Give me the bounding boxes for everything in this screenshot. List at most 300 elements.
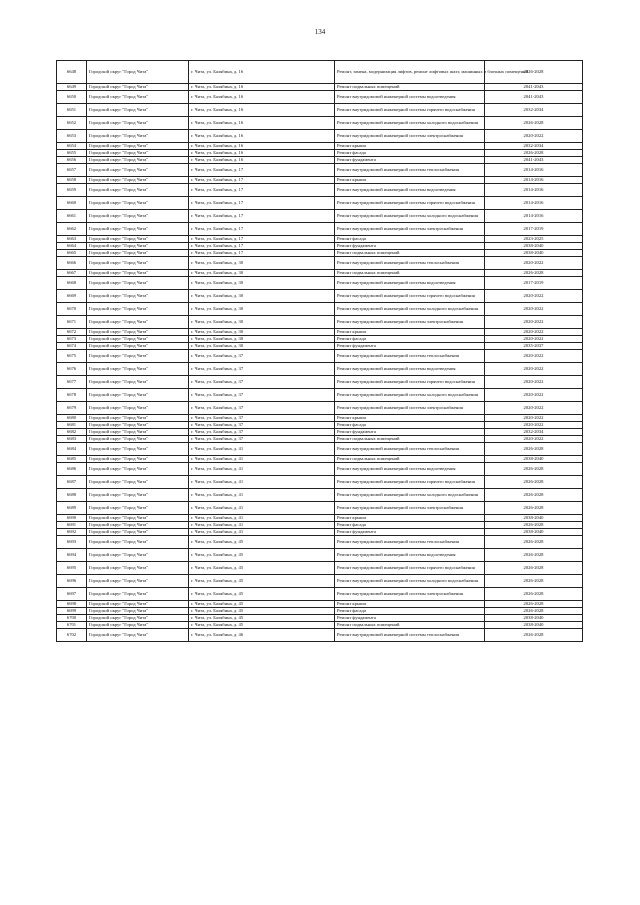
period-cell: 2038-2040 — [485, 615, 583, 622]
period-cell: 2023-2025 — [485, 236, 583, 243]
work-type-cell: Ремонт подвальных помещений — [335, 456, 485, 463]
address-cell: г. Чита, ул. Балябина, д. 37 — [189, 363, 335, 376]
work-type-cell: Ремонт крыши — [335, 515, 485, 522]
row-number-cell: 6657 — [57, 164, 87, 177]
period-cell: 2026-2028 — [485, 443, 583, 456]
table-row — [57, 316, 583, 329]
row-number-cell: 6676 — [57, 363, 87, 376]
address-cell: г. Чита, ул. Балябина, д. 37 — [189, 422, 335, 429]
address-cell: г. Чита, ул. Балябина, д. 37 — [189, 429, 335, 436]
address-cell: г. Чита, ул. Балябина, д. 41 — [189, 502, 335, 515]
municipality-cell: Городской округ "Город Чита" — [87, 277, 189, 290]
address-cell: г. Чита, ул. Балябина, д. 45 — [189, 601, 335, 608]
period-cell: 2014-2016 — [485, 197, 583, 210]
address-cell: г. Чита, ул. Балябина, д. 45 — [189, 622, 335, 629]
address-cell: г. Чита, ул. Балябина, д. 16 — [189, 117, 335, 130]
municipality-cell: Городской округ "Город Чита" — [87, 84, 189, 91]
address-cell: г. Чита, ул. Балябина, д. 45 — [189, 615, 335, 622]
period-cell: 2041-2043 — [485, 91, 583, 104]
period-cell: 2026-2028 — [485, 629, 583, 642]
period-cell: 2038-2040 — [485, 515, 583, 522]
period-cell: 2026-2028 — [485, 150, 583, 157]
address-cell: г. Чита, ул. Балябина, д. 41 — [189, 522, 335, 529]
period-cell: 2014-2016 — [485, 184, 583, 197]
address-cell: г. Чита, ул. Балябина, д. 41 — [189, 476, 335, 489]
period-cell: 2026-2028 — [485, 536, 583, 549]
table-row — [57, 415, 583, 422]
municipality-cell: Городской округ "Город Чита" — [87, 210, 189, 223]
table-row — [57, 436, 583, 443]
municipality-cell: Городской округ "Город Чита" — [87, 601, 189, 608]
work-type-cell: Ремонт фасада — [335, 336, 485, 343]
table-row — [57, 223, 583, 236]
work-type-cell: Ремонт внутридомовой инженерной системы водоотведения — [335, 91, 485, 104]
address-cell: г. Чита, ул. Балябина, д. 41 — [189, 456, 335, 463]
row-number-cell: 6669 — [57, 290, 87, 303]
table-row — [57, 303, 583, 316]
table-row — [57, 363, 583, 376]
work-type-cell: Ремонт внутридомовой инженерной системы горячего водоснабжения — [335, 476, 485, 489]
row-number-cell: 6674 — [57, 343, 87, 350]
period-cell: 2038-2040 — [485, 529, 583, 536]
municipality-cell: Городской округ "Город Чита" — [87, 443, 189, 456]
work-type-cell: Ремонт внутридомовой инженерной системы холодного водоснабжения — [335, 575, 485, 588]
period-cell: 2026-2028 — [485, 522, 583, 529]
table-row — [57, 463, 583, 476]
municipality-cell: Городской округ "Город Чита" — [87, 622, 189, 629]
work-type-cell: Ремонт подвальных помещений — [335, 270, 485, 277]
address-cell: г. Чита, ул. Балябина, д. 30 — [189, 343, 335, 350]
period-cell: 2020-2022 — [485, 389, 583, 402]
row-number-cell: 6652 — [57, 117, 87, 130]
period-cell: 2020-2022 — [485, 329, 583, 336]
municipality-cell: Городской округ "Город Чита" — [87, 250, 189, 257]
municipality-cell: Городской округ "Город Чита" — [87, 415, 189, 422]
period-cell: 2026-2028 — [485, 588, 583, 601]
municipality-cell: Городской округ "Город Чита" — [87, 104, 189, 117]
address-cell: г. Чита, ул. Балябина, д. 16 — [189, 104, 335, 117]
table-row — [57, 615, 583, 622]
work-type-cell: Ремонт фасада — [335, 522, 485, 529]
table-row — [57, 177, 583, 184]
period-cell: 2020-2022 — [485, 376, 583, 389]
municipality-cell: Городской округ "Город Чита" — [87, 456, 189, 463]
work-type-cell: Ремонт внутридомовой инженерной системы холодного водоснабжения — [335, 117, 485, 130]
address-cell: г. Чита, ул. Балябина, д. 41 — [189, 529, 335, 536]
row-number-cell: 6694 — [57, 549, 87, 562]
work-type-cell: Ремонт внутридомовой инженерной системы водоотведения — [335, 549, 485, 562]
row-number-cell: 6692 — [57, 529, 87, 536]
row-number-cell: 6655 — [57, 150, 87, 157]
work-type-cell: Ремонт фасада — [335, 608, 485, 615]
work-type-cell: Ремонт внутридомовой инженерной системы холодного водоснабжения — [335, 389, 485, 402]
table-row — [57, 91, 583, 104]
table-row — [57, 608, 583, 615]
address-cell: г. Чита, ул. Балябина, д. 30 — [189, 316, 335, 329]
municipality-cell: Городской округ "Город Чита" — [87, 223, 189, 236]
address-cell: г. Чита, ул. Балябина, д. 17 — [189, 223, 335, 236]
row-number-cell: 6673 — [57, 336, 87, 343]
work-type-cell: Ремонт внутридомовой инженерной системы теплоснабжения — [335, 164, 485, 177]
row-number-cell: 6650 — [57, 91, 87, 104]
period-cell: 2038-2040 — [485, 250, 583, 257]
municipality-cell: Городской округ "Город Чита" — [87, 363, 189, 376]
period-cell: 2026-2028 — [485, 575, 583, 588]
work-type-cell: Ремонт фундамента — [335, 243, 485, 250]
municipality-cell: Городской округ "Город Чита" — [87, 236, 189, 243]
row-number-cell: 6689 — [57, 502, 87, 515]
row-number-cell: 6649 — [57, 84, 87, 91]
work-type-cell: Ремонт внутридомовой инженерной системы горячего водоснабжения — [335, 197, 485, 210]
address-cell: г. Чита, ул. Балябина, д. 17 — [189, 210, 335, 223]
work-type-cell: Ремонт внутридомовой инженерной системы горячего водоснабжения — [335, 290, 485, 303]
table-row — [57, 157, 583, 164]
table-row — [57, 117, 583, 130]
address-cell: г. Чита, ул. Балябина, д. 30 — [189, 336, 335, 343]
table-row — [57, 164, 583, 177]
municipality-cell: Городской округ "Город Чита" — [87, 184, 189, 197]
municipality-cell: Городской округ "Город Чита" — [87, 376, 189, 389]
work-type-cell: Ремонт фасада — [335, 422, 485, 429]
work-type-cell: Ремонт внутридомовой инженерной системы водоотведения — [335, 277, 485, 290]
row-number-cell: 6659 — [57, 184, 87, 197]
row-number-cell: 6668 — [57, 277, 87, 290]
period-cell: 2017-2019 — [485, 223, 583, 236]
row-number-cell: 6683 — [57, 436, 87, 443]
municipality-cell: Городской округ "Город Чита" — [87, 270, 189, 277]
period-cell: 2026-2028 — [485, 549, 583, 562]
address-cell: г. Чита, ул. Балябина, д. 37 — [189, 389, 335, 402]
row-number-cell: 6666 — [57, 257, 87, 270]
work-type-cell: Ремонт подвальных помещений — [335, 250, 485, 257]
work-type-cell: Ремонт внутридомовой инженерной системы горячего водоснабжения — [335, 104, 485, 117]
address-cell: г. Чита, ул. Балябина, д. 37 — [189, 402, 335, 415]
work-type-cell: Ремонт крыши — [335, 415, 485, 422]
table-row — [57, 143, 583, 150]
work-type-cell: Ремонт внутридомовой инженерной системы электроснабжения — [335, 223, 485, 236]
work-type-cell: Ремонт внутридомовой инженерной системы теплоснабжения — [335, 350, 485, 363]
row-number-cell: 6685 — [57, 456, 87, 463]
table-row — [57, 588, 583, 601]
period-cell: 2038-2040 — [485, 456, 583, 463]
municipality-cell: Городской округ "Город Чита" — [87, 150, 189, 157]
municipality-cell: Городской округ "Город Чита" — [87, 422, 189, 429]
address-cell: г. Чита, ул. Балябина, д. 17 — [189, 177, 335, 184]
table-row — [57, 389, 583, 402]
municipality-cell: Городской округ "Город Чита" — [87, 243, 189, 250]
row-number-cell: 6699 — [57, 608, 87, 615]
municipality-cell: Городской округ "Город Чита" — [87, 529, 189, 536]
period-cell: 2020-2022 — [485, 316, 583, 329]
address-cell: г. Чита, ул. Балябина, д. 16 — [189, 143, 335, 150]
municipality-cell: Городской округ "Город Чита" — [87, 562, 189, 575]
table-row — [57, 270, 583, 277]
table-row — [57, 562, 583, 575]
municipality-cell: Городской округ "Город Чита" — [87, 329, 189, 336]
municipality-cell: Городской округ "Город Чита" — [87, 615, 189, 622]
period-cell: 2020-2022 — [485, 290, 583, 303]
address-cell: г. Чита, ул. Балябина, д. 16 — [189, 157, 335, 164]
address-cell: г. Чита, ул. Балябина, д. 30 — [189, 277, 335, 290]
address-cell: г. Чита, ул. Балябина, д. 45 — [189, 536, 335, 549]
table-row — [57, 376, 583, 389]
address-cell: г. Чита, ул. Балябина, д. 17 — [189, 164, 335, 177]
period-cell: 2026-2028 — [485, 562, 583, 575]
table-row — [57, 336, 583, 343]
address-cell: г. Чита, ул. Балябина, д. 46 — [189, 629, 335, 642]
address-cell: г. Чита, ул. Балябина, д. 30 — [189, 303, 335, 316]
municipality-cell: Городской округ "Город Чита" — [87, 164, 189, 177]
municipality-cell: Городской округ "Город Чита" — [87, 575, 189, 588]
period-cell: 2026-2028 — [485, 601, 583, 608]
address-cell: г. Чита, ул. Балябина, д. 45 — [189, 588, 335, 601]
page-number: 134 — [314, 28, 326, 36]
table-row — [57, 522, 583, 529]
address-cell: г. Чита, ул. Балябина, д. 45 — [189, 562, 335, 575]
period-cell: 2020-2022 — [485, 436, 583, 443]
municipality-cell: Городской округ "Город Чита" — [87, 429, 189, 436]
period-cell: 2014-2016 — [485, 210, 583, 223]
work-type-cell: Ремонт крыши — [335, 601, 485, 608]
work-type-cell: Ремонт крыши — [335, 177, 485, 184]
row-number-cell: 6678 — [57, 389, 87, 402]
period-cell: 2041-2043 — [485, 157, 583, 164]
table-row — [57, 601, 583, 608]
work-type-cell: Ремонт внутридомовой инженерной системы водоотведения — [335, 363, 485, 376]
row-number-cell: 6648 — [57, 61, 87, 84]
municipality-cell: Городской округ "Город Чита" — [87, 336, 189, 343]
table-row — [57, 629, 583, 642]
municipality-cell: Городской округ "Город Чита" — [87, 177, 189, 184]
row-number-cell: 6686 — [57, 463, 87, 476]
table-body — [57, 61, 583, 642]
row-number-cell: 6701 — [57, 622, 87, 629]
municipality-cell: Городской округ "Город Чита" — [87, 350, 189, 363]
municipality-cell: Городской округ "Город Чита" — [87, 61, 189, 84]
work-type-cell: Ремонт фундамента — [335, 343, 485, 350]
row-number-cell: 6679 — [57, 402, 87, 415]
row-number-cell: 6651 — [57, 104, 87, 117]
work-type-cell: Ремонт внутридомовой инженерной системы холодного водоснабжения — [335, 303, 485, 316]
work-type-cell: Ремонт крыши — [335, 329, 485, 336]
period-cell: 2026-2028 — [485, 117, 583, 130]
period-cell: 2020-2022 — [485, 415, 583, 422]
municipality-cell: Городской округ "Город Чита" — [87, 91, 189, 104]
municipality-cell: Городской округ "Город Чита" — [87, 515, 189, 522]
work-type-cell: Ремонт фундамента — [335, 429, 485, 436]
table-row — [57, 250, 583, 257]
table-row — [57, 456, 583, 463]
period-cell: 2026-2028 — [485, 61, 583, 84]
municipality-cell: Городской округ "Город Чита" — [87, 629, 189, 642]
period-cell: 2014-2016 — [485, 177, 583, 184]
work-type-cell: Ремонт, замена, модернизация лифтов, ремонт лифтовых шахт, машинных и блочных помещений — [335, 61, 485, 84]
municipality-cell: Городской округ "Город Чита" — [87, 343, 189, 350]
row-number-cell: 6687 — [57, 476, 87, 489]
period-cell: 2020-2022 — [485, 257, 583, 270]
table-row — [57, 210, 583, 223]
municipality-cell: Городской округ "Город Чита" — [87, 536, 189, 549]
row-number-cell: 6664 — [57, 243, 87, 250]
table-row — [57, 104, 583, 117]
period-cell: 2017-2019 — [485, 277, 583, 290]
row-number-cell: 6665 — [57, 250, 87, 257]
row-number-cell: 6671 — [57, 316, 87, 329]
row-number-cell: 6691 — [57, 522, 87, 529]
table-row — [57, 429, 583, 436]
municipality-cell: Городской округ "Город Чита" — [87, 502, 189, 515]
work-type-cell: Ремонт внутридомовой инженерной системы теплоснабжения — [335, 536, 485, 549]
row-number-cell: 6688 — [57, 489, 87, 502]
period-cell: 2020-2022 — [485, 303, 583, 316]
work-type-cell: Ремонт внутридомовой инженерной системы водоотведения — [335, 463, 485, 476]
address-cell: г. Чита, ул. Балябина, д. 16 — [189, 61, 335, 84]
period-cell: 2020-2022 — [485, 336, 583, 343]
table-row — [57, 350, 583, 363]
work-type-cell: Ремонт внутридомовой инженерной системы электроснабжения — [335, 316, 485, 329]
row-number-cell: 6667 — [57, 270, 87, 277]
address-cell: г. Чита, ул. Балябина, д. 37 — [189, 415, 335, 422]
period-cell: 2014-2016 — [485, 164, 583, 177]
municipality-cell: Городской округ "Город Чита" — [87, 316, 189, 329]
row-number-cell: 6672 — [57, 329, 87, 336]
table-row — [57, 84, 583, 91]
period-cell: 2032-2034 — [485, 143, 583, 150]
row-number-cell: 6696 — [57, 575, 87, 588]
period-cell: 2035-2037 — [485, 343, 583, 350]
work-type-cell: Ремонт фундамента — [335, 615, 485, 622]
work-type-cell: Ремонт фасада — [335, 236, 485, 243]
work-type-cell: Ремонт внутридомовой инженерной системы теплоснабжения — [335, 257, 485, 270]
period-cell: 2020-2022 — [485, 363, 583, 376]
municipality-cell: Городской округ "Город Чита" — [87, 197, 189, 210]
work-type-cell: Ремонт внутридомовой инженерной системы холодного водоснабжения — [335, 210, 485, 223]
municipality-cell: Городской округ "Город Чита" — [87, 157, 189, 164]
municipality-cell: Городской округ "Город Чита" — [87, 290, 189, 303]
table-row — [57, 290, 583, 303]
period-cell: 2026-2028 — [485, 463, 583, 476]
address-cell: г. Чита, ул. Балябина, д. 45 — [189, 608, 335, 615]
table-row — [57, 622, 583, 629]
period-cell: 2032-2034 — [485, 429, 583, 436]
work-type-cell: Ремонт внутридомовой инженерной системы горячего водоснабжения — [335, 562, 485, 575]
row-number-cell: 6700 — [57, 615, 87, 622]
work-type-cell: Ремонт крыши — [335, 143, 485, 150]
work-type-cell: Ремонт внутридомовой инженерной системы теплоснабжения — [335, 443, 485, 456]
row-number-cell: 6681 — [57, 422, 87, 429]
row-number-cell: 6670 — [57, 303, 87, 316]
municipality-cell: Городской округ "Город Чита" — [87, 476, 189, 489]
row-number-cell: 6658 — [57, 177, 87, 184]
period-cell: 2026-2028 — [485, 608, 583, 615]
table-row — [57, 150, 583, 157]
row-number-cell: 6693 — [57, 536, 87, 549]
municipality-cell: Городской округ "Город Чита" — [87, 489, 189, 502]
row-number-cell: 6690 — [57, 515, 87, 522]
address-cell: г. Чита, ул. Балябина, д. 16 — [189, 84, 335, 91]
work-type-cell: Ремонт внутридомовой инженерной системы водоотведения — [335, 184, 485, 197]
address-cell: г. Чита, ул. Балябина, д. 16 — [189, 91, 335, 104]
municipality-cell: Городской округ "Город Чита" — [87, 588, 189, 601]
table-row — [57, 575, 583, 588]
work-type-cell: Ремонт фасада — [335, 150, 485, 157]
address-cell: г. Чита, ул. Балябина, д. 30 — [189, 270, 335, 277]
municipality-cell: Городской округ "Город Чита" — [87, 130, 189, 143]
municipality-cell: Городской округ "Город Чита" — [87, 436, 189, 443]
row-number-cell: 6682 — [57, 429, 87, 436]
row-number-cell: 6680 — [57, 415, 87, 422]
address-cell: г. Чита, ул. Балябина, д. 16 — [189, 150, 335, 157]
municipality-cell: Городской округ "Город Чита" — [87, 143, 189, 150]
table-row — [57, 443, 583, 456]
period-cell: 2020-2022 — [485, 402, 583, 415]
row-number-cell: 6675 — [57, 350, 87, 363]
address-cell: г. Чита, ул. Балябина, д. 37 — [189, 436, 335, 443]
work-type-cell: Ремонт фундамента — [335, 529, 485, 536]
address-cell: г. Чита, ул. Балябина, д. 41 — [189, 463, 335, 476]
table-row — [57, 343, 583, 350]
row-number-cell: 6684 — [57, 443, 87, 456]
address-cell: г. Чита, ул. Балябина, д. 17 — [189, 250, 335, 257]
address-cell: г. Чита, ул. Балябина, д. 30 — [189, 290, 335, 303]
address-cell: г. Чита, ул. Балябина, д. 30 — [189, 329, 335, 336]
period-cell: 2038-2040 — [485, 243, 583, 250]
period-cell: 2032-2034 — [485, 104, 583, 117]
table-row — [57, 257, 583, 270]
address-cell: г. Чита, ул. Балябина, д. 37 — [189, 376, 335, 389]
work-type-cell: Ремонт внутридомовой инженерной системы электроснабжения — [335, 130, 485, 143]
table-row — [57, 130, 583, 143]
municipality-cell: Городской округ "Город Чита" — [87, 402, 189, 415]
row-number-cell: 6663 — [57, 236, 87, 243]
work-type-cell: Ремонт внутридомовой инженерной системы теплоснабжения — [335, 629, 485, 642]
row-number-cell: 6698 — [57, 601, 87, 608]
row-number-cell: 6656 — [57, 157, 87, 164]
work-type-cell: Ремонт внутридомовой инженерной системы электроснабжения — [335, 588, 485, 601]
row-number-cell: 6660 — [57, 197, 87, 210]
table-row — [57, 529, 583, 536]
work-type-cell: Ремонт внутридомовой инженерной системы холодного водоснабжения — [335, 489, 485, 502]
repair-schedule-table — [56, 60, 583, 642]
row-number-cell: 6677 — [57, 376, 87, 389]
table-row — [57, 422, 583, 429]
address-cell: г. Чита, ул. Балябина, д. 45 — [189, 549, 335, 562]
table-row — [57, 515, 583, 522]
work-type-cell: Ремонт фундамента — [335, 157, 485, 164]
row-number-cell: 6661 — [57, 210, 87, 223]
work-type-cell: Ремонт подвальных помещений — [335, 84, 485, 91]
municipality-cell: Городской округ "Город Чита" — [87, 117, 189, 130]
period-cell: 2026-2028 — [485, 270, 583, 277]
period-cell: 2026-2028 — [485, 489, 583, 502]
address-cell: г. Чита, ул. Балябина, д. 45 — [189, 575, 335, 588]
address-cell: г. Чита, ул. Балябина, д. 17 — [189, 236, 335, 243]
period-cell: 2026-2028 — [485, 502, 583, 515]
period-cell: 2041-2043 — [485, 84, 583, 91]
period-cell: 2020-2022 — [485, 130, 583, 143]
municipality-cell: Городской округ "Город Чита" — [87, 522, 189, 529]
row-number-cell: 6697 — [57, 588, 87, 601]
municipality-cell: Городской округ "Город Чита" — [87, 549, 189, 562]
row-number-cell: 6662 — [57, 223, 87, 236]
row-number-cell: 6654 — [57, 143, 87, 150]
address-cell: г. Чита, ул. Балябина, д. 41 — [189, 443, 335, 456]
period-cell: 2020-2022 — [485, 422, 583, 429]
table-row — [57, 184, 583, 197]
table-row — [57, 277, 583, 290]
work-type-cell: Ремонт внутридомовой инженерной системы электроснабжения — [335, 402, 485, 415]
municipality-cell: Городской округ "Город Чита" — [87, 303, 189, 316]
